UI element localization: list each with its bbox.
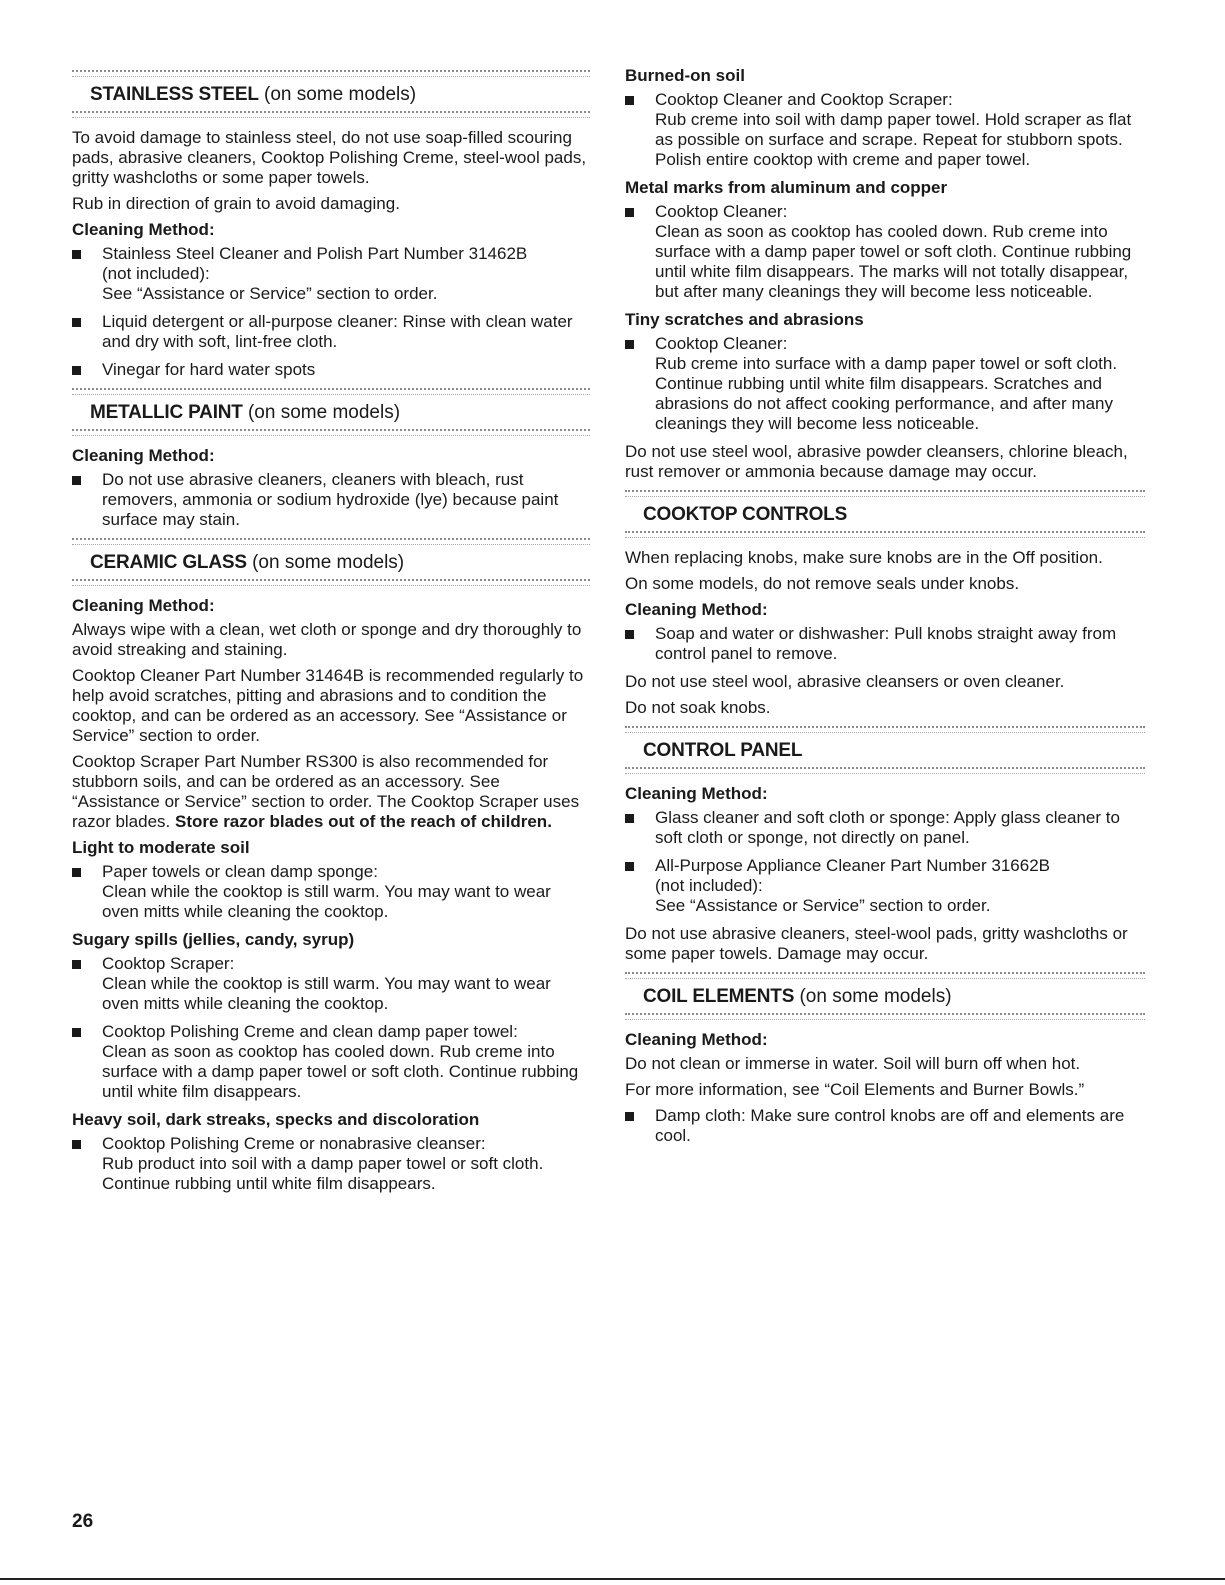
subheading-light-soil: Light to moderate soil — [72, 838, 250, 857]
left-column — [72, 62, 590, 1202]
bullet-list — [625, 334, 1145, 434]
paragraph: Do not clean or immerse in water. Soil will burn off when hot. — [625, 1054, 1081, 1073]
subheading-heavy-soil: Heavy soil, dark streaks, specks and discoloration — [72, 1110, 480, 1129]
square-bullet-icon — [625, 862, 634, 871]
right-column — [625, 62, 1145, 1154]
list-item: Stainless Steel Cleaner and Polish Part Number 31462B (not included): See “Assistance or Service” section to order. — [72, 244, 590, 304]
square-bullet-icon — [72, 960, 81, 969]
bullet-list — [72, 470, 590, 530]
section-rule — [625, 1013, 1145, 1020]
section-header-ceramic-glass — [72, 538, 590, 586]
paragraph: To avoid damage to stainless steel, do not use soap-filled scouring pads, abrasive cleaners, Cooktop Polishing Creme, steel-wool pads, gritty washcloths or some paper towels. — [72, 128, 587, 187]
bullet-list — [625, 90, 1145, 170]
section-title: CONTROL PANEL — [643, 740, 803, 761]
list-item: Cooktop Polishing Creme and clean damp paper towel: Clean as soon as cooktop has cooled down. Rub creme into surface with a damp paper towel or soft cloth. Continue rubbing until white film disappears. — [72, 1022, 590, 1102]
bullet-list — [625, 1106, 1145, 1146]
cleaning-method-heading: Cleaning Method: — [625, 784, 768, 803]
square-bullet-icon — [72, 250, 81, 259]
paragraph: On some models, do not remove seals under knobs. — [625, 574, 1020, 593]
section-rule — [72, 388, 590, 395]
section-title: CERAMIC GLASS (on some models) — [90, 552, 405, 573]
list-item: Cooktop Cleaner and Cooktop Scraper: Rub creme into soil with damp paper towel. Hold scraper as flat as possible on surface and scrape. Repeat for stubborn spots. Polish entire cooktop with creme and paper towel. — [625, 90, 1145, 170]
paragraph: For more information, see “Coil Elements and Burner Bowls.” — [625, 1080, 1085, 1099]
bullet-list — [72, 244, 590, 380]
paragraph: Do not use steel wool, abrasive powder cleansers, chlorine bleach, rust remover or ammonia because damage may occur. — [625, 442, 1128, 481]
cleaning-method-heading: Cleaning Method: — [625, 1030, 768, 1049]
section-title: COIL ELEMENTS (on some models) — [643, 986, 952, 1007]
page-number: 26 — [72, 1511, 94, 1532]
section-header-cooktop-controls — [625, 490, 1145, 538]
section-rule — [72, 579, 590, 586]
list-item: All-Purpose Appliance Cleaner Part Number 31662B (not included): See “Assistance or Service” section to order. — [625, 856, 1145, 916]
section-rule — [72, 429, 590, 436]
section-rule — [625, 726, 1145, 733]
section-header-coil-elements — [625, 972, 1145, 1020]
section-title: STAINLESS STEEL (on some models) — [90, 84, 417, 105]
cleaning-method-heading: Cleaning Method: — [72, 596, 215, 615]
section-rule — [625, 972, 1145, 979]
list-item: Soap and water or dishwasher: Pull knobs straight away from control panel to remove. — [625, 624, 1145, 664]
list-item: Do not use abrasive cleaners, cleaners with bleach, rust removers, ammonia or sodium hydroxide (lye) because paint surface may stain. — [72, 470, 590, 530]
paragraph: Cooktop Scraper Part Number RS300 is also recommended for stubborn soils, and can be ordered as an accessory. See “Assistance or Service” section to order. The Cooktop Scraper uses razor blades. Store razor blades out of the reach of children. — [72, 752, 580, 831]
square-bullet-icon — [72, 476, 81, 485]
section-rule — [72, 538, 590, 545]
section-rule — [625, 490, 1145, 497]
square-bullet-icon — [72, 1140, 81, 1149]
square-bullet-icon — [72, 318, 81, 327]
bullet-list — [72, 862, 590, 922]
cleaning-method-heading: Cleaning Method: — [625, 600, 768, 619]
paragraph: Cooktop Cleaner Part Number 31464B is recommended regularly to help avoid scratches, pitting and abrasions and to condition the cooktop, and can be ordered as an accessory. See “Assistance or Service” section to order. — [72, 666, 584, 745]
paragraph: When replacing knobs, make sure knobs are in the Off position. — [625, 548, 1103, 567]
paragraph: Do not soak knobs. — [625, 698, 771, 717]
section-header-stainless-steel — [72, 70, 590, 118]
list-item: Paper towels or clean damp sponge: Clean while the cooktop is still warm. You may want to wear oven mitts while cleaning the cooktop. — [72, 862, 590, 922]
square-bullet-icon — [72, 366, 81, 375]
list-item: Damp cloth: Make sure control knobs are off and elements are cool. — [625, 1106, 1145, 1146]
section-title: COOKTOP CONTROLS — [643, 504, 848, 525]
section-title: METALLIC PAINT (on some models) — [90, 402, 401, 423]
section-rule — [72, 111, 590, 118]
warning-text: Store razor blades out of the reach of children. — [175, 812, 552, 831]
square-bullet-icon — [72, 868, 81, 877]
paragraph: Do not use abrasive cleaners, steel-wool pads, gritty washcloths or some paper towels. Damage may occur. — [625, 924, 1128, 963]
section-header-metallic-paint — [72, 388, 590, 436]
bullet-list — [72, 1134, 590, 1194]
list-item: Cooktop Polishing Creme or nonabrasive cleanser: Rub product into soil with a damp paper towel or soft cloth. Continue rubbing until white film disappears. — [72, 1134, 590, 1194]
section-header-control-panel — [625, 726, 1145, 774]
bullet-list — [625, 624, 1145, 664]
bottom-rule — [0, 1578, 1225, 1580]
list-item: Vinegar for hard water spots — [72, 360, 590, 380]
square-bullet-icon — [625, 96, 634, 105]
list-item: Glass cleaner and soft cloth or sponge: Apply glass cleaner to soft cloth or sponge, not directly on panel. — [625, 808, 1145, 848]
square-bullet-icon — [72, 1028, 81, 1037]
section-rule — [625, 767, 1145, 774]
subheading-metal-marks: Metal marks from aluminum and copper — [625, 178, 948, 197]
bullet-list — [625, 808, 1145, 916]
cleaning-method-heading: Cleaning Method: — [72, 446, 215, 465]
square-bullet-icon — [625, 814, 634, 823]
list-item: Liquid detergent or all-purpose cleaner: Rinse with clean water and dry with soft, lint-free cloth. — [72, 312, 590, 352]
list-item: Cooktop Cleaner: Clean as soon as cooktop has cooled down. Rub creme into surface with a damp paper towel or soft cloth. Continue rubbing until white film disappears. The marks will not totally disappear, but after many cleanings they will become less noticeable. — [625, 202, 1145, 302]
subheading-burned-on-soil: Burned-on soil — [625, 66, 745, 85]
section-rule — [625, 531, 1145, 538]
section-rule — [72, 70, 590, 77]
list-item: Cooktop Cleaner: Rub creme into surface with a damp paper towel or soft cloth. Continue rubbing until white film disappears. Scratches and abrasions do not affect cooking performance, and after many cleanings they will become less noticeable. — [625, 334, 1145, 434]
list-item: Cooktop Scraper: Clean while the cooktop is still warm. You may want to wear oven mitts while cleaning the cooktop. — [72, 954, 590, 1014]
paragraph: Always wipe with a clean, wet cloth or sponge and dry thoroughly to avoid streaking and staining. — [72, 620, 582, 659]
cleaning-method-heading: Cleaning Method: — [72, 220, 215, 239]
square-bullet-icon — [625, 630, 634, 639]
bullet-list — [72, 954, 590, 1102]
subheading-sugary-spills: Sugary spills (jellies, candy, syrup) — [72, 930, 355, 949]
square-bullet-icon — [625, 340, 634, 349]
subheading-tiny-scratches: Tiny scratches and abrasions — [625, 310, 864, 329]
square-bullet-icon — [625, 1112, 634, 1121]
square-bullet-icon — [625, 208, 634, 217]
paragraph: Rub in direction of grain to avoid damaging. — [72, 194, 400, 213]
bullet-list — [625, 202, 1145, 302]
paragraph: Do not use steel wool, abrasive cleansers or oven cleaner. — [625, 672, 1065, 691]
